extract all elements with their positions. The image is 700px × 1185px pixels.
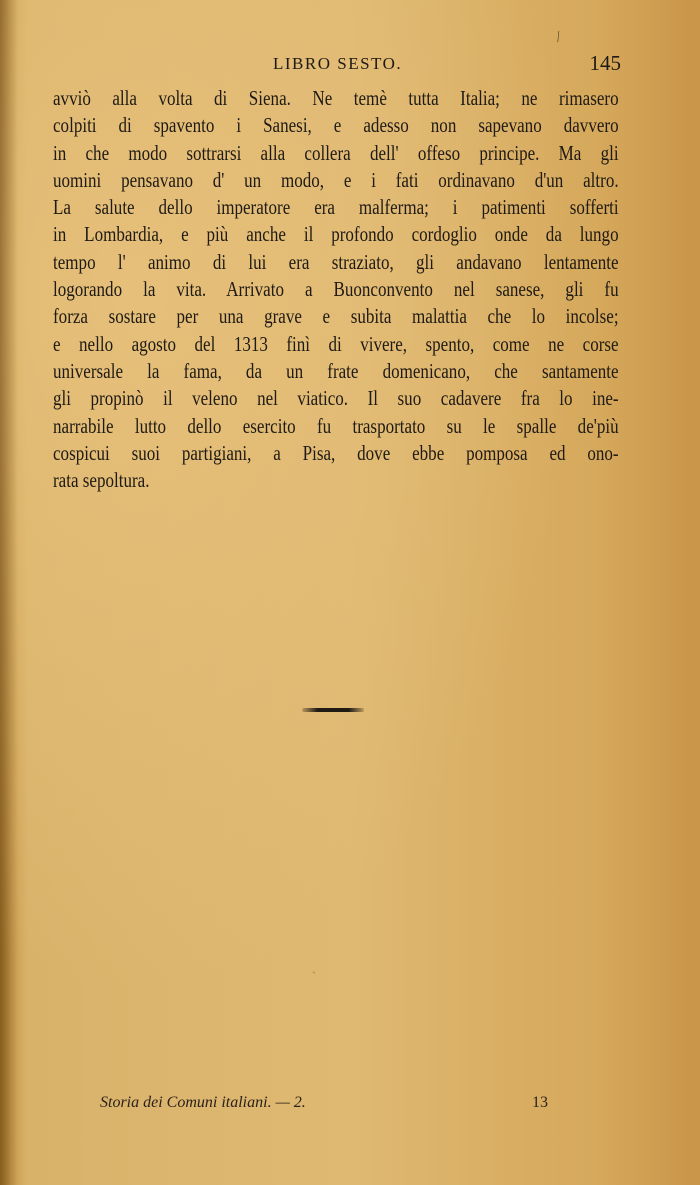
speck-mark: ˏ — [312, 960, 316, 974]
text-line: forza sostare per una grave e subita malattia che lo incolse; — [53, 304, 619, 329]
text-line: uomini pensavano d' un modo, e i fati ordinavano d'un altro. — [53, 167, 619, 192]
text-line: tempo l' animo di lui era straziato, gli andavano lentamente — [53, 249, 619, 274]
text-line: universale la fama, da un frate domenicano, che santamente — [53, 358, 619, 383]
pencil-mark: ⁄ — [554, 30, 564, 45]
text-line: in Lombardia, e più anche il profondo cordoglio onde da lungo — [53, 222, 619, 247]
page-header — [53, 50, 619, 76]
text-line: colpiti di spavento i Sanesi, e adesso non sapevano davvero — [53, 113, 619, 138]
text-line: gli propinò il veleno nel viatico. Il suo cadavere fra lo ine- — [53, 386, 619, 411]
end-ornament-rule — [302, 708, 364, 712]
signature-line: Storia dei Comuni italiani. — 2. — [100, 1094, 306, 1111]
text-line: La salute dello imperatore era malferma; i patimenti sofferti — [53, 195, 619, 220]
gutter-shadow — [0, 0, 18, 1185]
text-line: in che modo sottrarsi alla collera dell' offeso principe. Ma gli — [53, 140, 619, 165]
running-head: LIBRO SESTO. — [273, 54, 403, 73]
body-text — [53, 85, 619, 494]
text-line: logorando la vita. Arrivato a Buonconvento nel sanese, gli fu — [53, 277, 619, 302]
text-line: cospicui suoi partigiani, a Pisa, dove ebbe pomposa ed ono- — [53, 440, 619, 465]
sheet-number: 13 — [532, 1094, 548, 1111]
page-footer — [100, 1094, 580, 1116]
text-line: rata sepoltura. — [53, 468, 150, 493]
text-line: narrabile lutto dello esercito fu trasportato su le spalle de'più — [53, 413, 619, 438]
text-line: e nello agosto del 1313 finì di vivere, spento, come ne corse — [53, 331, 619, 356]
text-line: avviò alla volta di Siena. Ne temè tutta Italia; ne rimasero — [53, 86, 619, 110]
page-number: 145 — [589, 51, 621, 75]
